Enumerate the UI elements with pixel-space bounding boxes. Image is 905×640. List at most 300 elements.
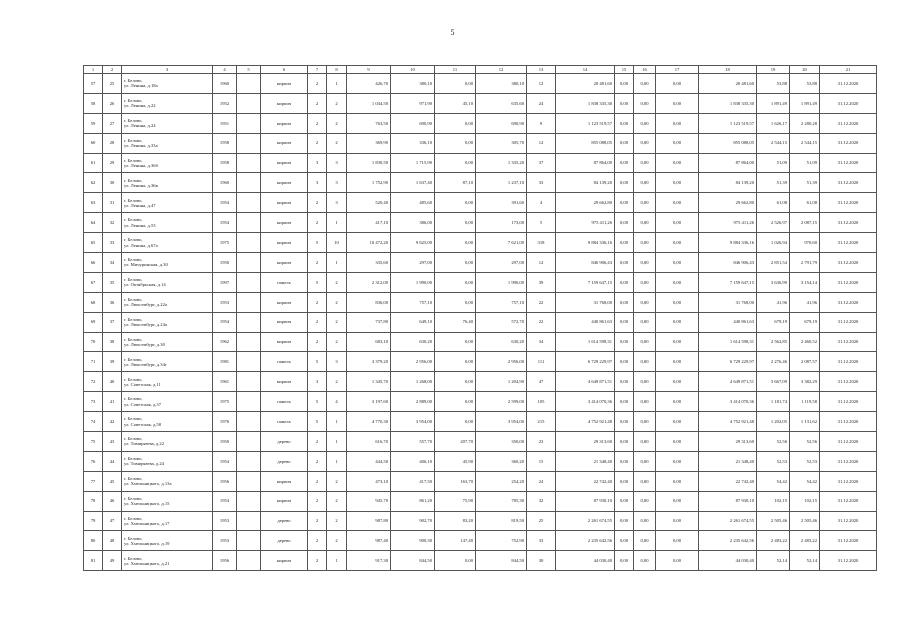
column-header-1: 1 xyxy=(84,66,103,74)
cell-c7: 2 xyxy=(308,491,327,511)
cell-c8: 3 xyxy=(327,352,347,372)
table-row xyxy=(84,213,877,233)
cell-c16: 0,00 xyxy=(634,531,656,551)
cell-c15: 0,00 xyxy=(615,511,634,531)
cell-c6: панель xyxy=(261,392,308,412)
cell-c2: 41 xyxy=(103,392,122,412)
cell-c15: 0,00 xyxy=(615,392,634,412)
cell-c6: кирпич xyxy=(261,173,308,193)
cell-c5 xyxy=(237,213,261,233)
cell-c17: 0,00 xyxy=(656,253,699,273)
column-header-8: 8 xyxy=(327,66,347,74)
cell-c20: 3 154,14 xyxy=(790,272,820,292)
cell-c13: 318 xyxy=(527,233,556,253)
cell-c20: 52,14 xyxy=(790,551,820,571)
address-street: ул. Мичуринская, д.30 xyxy=(124,262,168,268)
cell-c12: 2 599,00 xyxy=(476,392,527,412)
address-city: г. Белово, xyxy=(124,456,143,462)
cell-c7: 5 xyxy=(308,412,327,432)
cell-c15: 0,00 xyxy=(615,272,634,292)
cell-c21: 31.12.2020 xyxy=(820,392,877,412)
address-city: г. Белово, xyxy=(124,436,143,442)
cell-c7: 2 xyxy=(308,93,327,113)
cell-c8: 2 xyxy=(327,292,347,312)
cell-c21: 31.12.2020 xyxy=(820,74,877,94)
cell-c7: 2 xyxy=(308,133,327,153)
cell-c15: 0,00 xyxy=(615,74,634,94)
cell-c2: 30 xyxy=(103,173,122,193)
cell-c15: 0,00 xyxy=(615,372,634,392)
address-street: ул. Люксембург, д.30 xyxy=(124,342,165,348)
cell-c13: 32 xyxy=(527,491,556,511)
cell-c17: 0,00 xyxy=(656,193,699,213)
cell-c8: 3 xyxy=(327,153,347,173)
cell-c20: 2 483,22 xyxy=(790,531,820,551)
address-city: г. Белово, xyxy=(124,515,143,521)
cell-c2: 35 xyxy=(103,272,122,292)
cell-c15: 0,00 xyxy=(615,133,634,153)
cell-c20: 53,88 xyxy=(790,74,820,94)
cell-c14: 3 414 070,36 xyxy=(556,392,615,412)
cell-c20: 1 891,49 xyxy=(790,93,820,113)
cell-c7: 5 xyxy=(308,352,327,372)
address-street: ул. Ленина, д.22 xyxy=(124,103,156,109)
cell-c11: 163,70 xyxy=(435,471,476,491)
table-row xyxy=(84,253,877,273)
address-city: г. Белово, xyxy=(124,495,143,501)
column-header-15: 15 xyxy=(615,66,634,74)
cell-c6: панель xyxy=(261,352,308,372)
cell-c7: 5 xyxy=(308,233,327,253)
cell-c13: 33 xyxy=(527,531,556,551)
cell-c4: 1981 xyxy=(213,352,237,372)
cell-c4: 1975 xyxy=(213,233,237,253)
cell-c8: 2 xyxy=(327,93,347,113)
cell-c17: 0,00 xyxy=(656,213,699,233)
cell-c13: 23 xyxy=(527,432,556,452)
table-row xyxy=(84,133,877,153)
address-city: г. Белово, xyxy=(124,257,143,263)
address-street: ул. Ленина, д.36в xyxy=(124,182,158,188)
cell-c15: 0,00 xyxy=(615,332,634,352)
cell-c14: 2 235 642,56 xyxy=(556,531,615,551)
cell-c9: 369,90 xyxy=(347,133,391,153)
cell-c1: 74 xyxy=(84,412,103,432)
cell-c13: 47 xyxy=(527,372,556,392)
cell-c12: 297,00 xyxy=(476,253,527,273)
cell-c8: 2 xyxy=(327,272,347,292)
cell-c7: 2 xyxy=(308,213,327,233)
cell-c4: 1958 xyxy=(213,153,237,173)
address-city: г. Белово, xyxy=(124,316,143,322)
cell-c4: 1976 xyxy=(213,412,237,432)
cell-c9: 417,10 xyxy=(347,213,391,233)
cell-c14: 4 752 921,48 xyxy=(556,412,615,432)
cell-c5 xyxy=(237,471,261,491)
address-cell xyxy=(122,332,213,352)
cell-c1: 77 xyxy=(84,471,103,491)
cell-c18: 44 030,40 xyxy=(699,551,757,571)
table-row xyxy=(84,113,877,133)
cell-c2: 36 xyxy=(103,292,122,312)
cell-c9: 520,40 xyxy=(347,193,391,213)
table-row xyxy=(84,471,877,491)
address-cell xyxy=(122,253,213,273)
cell-c8: 2 xyxy=(327,133,347,153)
cell-c5 xyxy=(237,292,261,312)
cell-c17: 0,00 xyxy=(656,412,699,432)
cell-c19: 54,42 xyxy=(757,471,790,491)
address-street: ул. Хмельницкого, д.13а xyxy=(124,481,172,487)
cell-c6: кирпич xyxy=(261,153,308,173)
cell-c16: 0,00 xyxy=(634,74,656,94)
cell-c20: 61,08 xyxy=(790,193,820,213)
cell-c18: 29 313,60 xyxy=(699,432,757,452)
cell-c5 xyxy=(237,352,261,372)
cell-c18: 22 742,40 xyxy=(699,471,757,491)
cell-c12: 391,60 xyxy=(476,193,527,213)
cell-c10: 649,10 xyxy=(391,312,435,332)
cell-c11: 45,10 xyxy=(435,93,476,113)
cell-c11: 0,00 xyxy=(435,213,476,233)
cell-c19: 1 026,94 xyxy=(757,233,790,253)
cell-c17: 0,00 xyxy=(656,531,699,551)
cell-c17: 0,00 xyxy=(656,332,699,352)
cell-c18: 975 411,26 xyxy=(699,213,757,233)
cell-c10: 1 715,90 xyxy=(391,153,435,173)
cell-c17: 0,00 xyxy=(656,173,699,193)
address-cell xyxy=(122,233,213,253)
address-cell xyxy=(122,412,213,432)
cell-c4: 1951 xyxy=(213,113,237,133)
column-header-5: 5 xyxy=(237,66,261,74)
cell-c6: дерево xyxy=(261,432,308,452)
cell-c1: 81 xyxy=(84,551,103,571)
cell-c21: 31.12.2020 xyxy=(820,372,877,392)
cell-c20: 52,53 xyxy=(790,451,820,471)
cell-c10: 971,90 xyxy=(391,93,435,113)
cell-c16: 0,00 xyxy=(634,551,656,571)
cell-c7: 2 xyxy=(308,113,327,133)
cell-c11: 0,00 xyxy=(435,113,476,133)
cell-c4: 1953 xyxy=(213,292,237,312)
cell-c9: 836,00 xyxy=(347,292,391,312)
cell-c20: 41,96 xyxy=(790,292,820,312)
cell-c21: 31.12.2020 xyxy=(820,253,877,273)
cell-c15: 0,00 xyxy=(615,412,634,432)
cell-c8: 10 xyxy=(327,233,347,253)
address-street: ул. Ленина, д.36б xyxy=(124,163,158,168)
cell-c5 xyxy=(237,451,261,471)
cell-c21: 31.12.2020 xyxy=(820,332,877,352)
cell-c14: 4 649 871,51 xyxy=(556,372,615,392)
cell-c13: 12 xyxy=(527,253,556,273)
cell-c8: 2 xyxy=(327,312,347,332)
cell-c12: 3 954,00 xyxy=(476,412,527,432)
table-row xyxy=(84,511,877,531)
address-cell xyxy=(122,74,213,94)
cell-c1: 70 xyxy=(84,332,103,352)
address-cell xyxy=(122,93,213,113)
table-row xyxy=(84,74,877,94)
cell-c2: 42 xyxy=(103,412,122,432)
cell-c4: 1960 xyxy=(213,74,237,94)
cell-c16: 0,00 xyxy=(634,272,656,292)
cell-c5 xyxy=(237,392,261,412)
cell-c20: 2 087,15 xyxy=(790,213,820,233)
table-row xyxy=(84,272,877,292)
address-street: ул. Советская, д.37 xyxy=(124,401,162,407)
address-street: ул. Люксембург, д.22а xyxy=(124,302,167,308)
column-header-6: 6 xyxy=(261,66,308,74)
cell-c7: 2 xyxy=(308,193,327,213)
cell-c12: 572,70 xyxy=(476,312,527,332)
cell-c9: 335,60 xyxy=(347,253,391,273)
column-header-11: 11 xyxy=(435,66,476,74)
cell-c8: 1 xyxy=(327,451,347,471)
cell-c14: 31 768,00 xyxy=(556,292,615,312)
cell-c4: 1954 xyxy=(213,213,237,233)
cell-c9: 1 830,50 xyxy=(347,153,391,173)
cell-c14: 1 838 335,30 xyxy=(556,93,615,113)
column-header-20: 20 xyxy=(790,66,820,74)
cell-c5 xyxy=(237,74,261,94)
table-row xyxy=(84,332,877,352)
cell-c13: 12 xyxy=(527,74,556,94)
cell-c12: 254,20 xyxy=(476,471,527,491)
cell-c14: 855 088,05 xyxy=(556,133,615,153)
cell-c4: 1954 xyxy=(213,491,237,511)
address-street: ул. Хмельницкого, д.17 xyxy=(124,521,170,527)
cell-c1: 69 xyxy=(84,312,103,332)
cell-c8: 1 xyxy=(327,74,347,94)
cell-c20: 970,60 xyxy=(790,233,820,253)
cell-c8: 2 xyxy=(327,531,347,551)
column-header-4: 4 xyxy=(213,66,237,74)
cell-c9: 1 752,90 xyxy=(347,173,391,193)
cell-c4: 1954 xyxy=(213,193,237,213)
cell-c19: 41,96 xyxy=(757,292,790,312)
cell-c18: 4 752 921,48 xyxy=(699,412,757,432)
cell-c16: 0,00 xyxy=(634,312,656,332)
table-row xyxy=(84,551,877,571)
cell-c21: 31.12.2020 xyxy=(820,352,877,372)
cell-c6: кирпич xyxy=(261,74,308,94)
address-street: ул. Люксембург, д.34г xyxy=(124,361,167,367)
cell-c18: 2 261 674,55 xyxy=(699,511,757,531)
cell-c19: 1 202,05 xyxy=(757,412,790,432)
cell-c17: 0,00 xyxy=(656,113,699,133)
table-row xyxy=(84,352,877,372)
cell-c19: 52,53 xyxy=(757,451,790,471)
cell-c10: 297,00 xyxy=(391,253,435,273)
cell-c11: 0,00 xyxy=(435,332,476,352)
cell-c7: 2 xyxy=(308,551,327,571)
address-street: ул. Хмельницкого, д.19 xyxy=(124,540,170,546)
cell-c7: 2 xyxy=(308,292,327,312)
address-street: ул. Ленина, д.67а xyxy=(124,242,158,248)
cell-c13: 9 xyxy=(527,113,556,133)
cell-c9: 426,70 xyxy=(347,74,391,94)
cell-c14: 1 614 598,31 xyxy=(556,332,615,352)
cell-c2: 40 xyxy=(103,372,122,392)
table-row xyxy=(84,412,877,432)
cell-c9: 10 472,20 xyxy=(347,233,391,253)
cell-c11: 0,00 xyxy=(435,272,476,292)
cell-c6: кирпич xyxy=(261,292,308,312)
cell-c2: 28 xyxy=(103,133,122,153)
cell-c2: 29 xyxy=(103,153,122,173)
cell-c1: 75 xyxy=(84,432,103,452)
cell-c12: 690,90 xyxy=(476,113,527,133)
cell-c10: 900,30 xyxy=(391,531,435,551)
cell-c5 xyxy=(237,491,261,511)
cell-c16: 0,00 xyxy=(634,253,656,273)
cell-c4: 1952 xyxy=(213,93,237,113)
cell-c20: 3 382,29 xyxy=(790,372,820,392)
table-row xyxy=(84,372,877,392)
cell-c2: 39 xyxy=(103,352,122,372)
cell-c14: 7 159 647,15 xyxy=(556,272,615,292)
cell-c6: панель xyxy=(261,272,308,292)
cell-c9: 1 345,70 xyxy=(347,372,391,392)
cell-c19: 51,39 xyxy=(757,173,790,193)
cell-c21: 31.12.2020 xyxy=(820,213,877,233)
cell-c21: 31.12.2020 xyxy=(820,551,877,571)
cell-c6: кирпич xyxy=(261,233,308,253)
cell-c14: 440 861,63 xyxy=(556,312,615,332)
address-city: г. Белово, xyxy=(124,535,143,541)
cell-c14: 84 139,20 xyxy=(556,173,615,193)
housing-register-table xyxy=(83,65,877,571)
cell-c10: 690,90 xyxy=(391,113,435,133)
cell-c10: 1 637,40 xyxy=(391,173,435,193)
cell-c17: 0,00 xyxy=(656,272,699,292)
cell-c20: 51,09 xyxy=(790,153,820,173)
cell-c6: кирпич xyxy=(261,253,308,273)
address-street: ул. Ленина, д.33а xyxy=(124,143,158,149)
cell-c1: 72 xyxy=(84,372,103,392)
cell-c1: 66 xyxy=(84,253,103,273)
cell-c5 xyxy=(237,153,261,173)
cell-c16: 0,00 xyxy=(634,193,656,213)
cell-c6: кирпич xyxy=(261,551,308,571)
cell-c16: 0,00 xyxy=(634,372,656,392)
cell-c9: 987,40 xyxy=(347,531,391,551)
cell-c13: 5 xyxy=(527,213,556,233)
address-city: г. Белово, xyxy=(124,177,143,183)
cell-c6: кирпич xyxy=(261,93,308,113)
cell-c15: 0,00 xyxy=(615,93,634,113)
address-city: г. Белово, xyxy=(124,277,143,283)
cell-c1: 78 xyxy=(84,491,103,511)
cell-c9: 1 044,50 xyxy=(347,93,391,113)
cell-c11: 0,00 xyxy=(435,551,476,571)
cell-c13: 25 xyxy=(527,511,556,531)
cell-c21: 31.12.2020 xyxy=(820,312,877,332)
cell-c18: 855 088,05 xyxy=(699,133,757,153)
cell-c8: 1 xyxy=(327,432,347,452)
cell-c18: 6 729 229,97 xyxy=(699,352,757,372)
cell-c14: 87 864,00 xyxy=(556,153,615,173)
cell-c6: дерево xyxy=(261,451,308,471)
address-city: г. Белово, xyxy=(124,476,143,482)
cell-c1: 65 xyxy=(84,233,103,253)
cell-c19: 2 276,46 xyxy=(757,352,790,372)
cell-c2: 43 xyxy=(103,432,122,452)
cell-c12: 1 335,20 xyxy=(476,153,527,173)
cell-c13: 24 xyxy=(527,471,556,491)
cell-c17: 0,00 xyxy=(656,153,699,173)
cell-c16: 0,00 xyxy=(634,153,656,173)
cell-c18: 4 649 871,51 xyxy=(699,372,757,392)
cell-c15: 0,00 xyxy=(615,233,634,253)
cell-c2: 33 xyxy=(103,233,122,253)
address-street: ул. Тимирязева, д.22 xyxy=(124,441,164,447)
cell-c19: 1 181,74 xyxy=(757,392,790,412)
address-city: г. Белово, xyxy=(124,217,143,223)
cell-c18: 1 123 519,57 xyxy=(699,113,757,133)
cell-c20: 679,19 xyxy=(790,312,820,332)
cell-c19: 51,09 xyxy=(757,153,790,173)
cell-c21: 31.12.2020 xyxy=(820,93,877,113)
cell-c21: 31.12.2020 xyxy=(820,113,877,133)
cell-c5 xyxy=(237,253,261,273)
cell-c12: 785,30 xyxy=(476,491,527,511)
cell-c16: 0,00 xyxy=(634,451,656,471)
cell-c19: 1 891,49 xyxy=(757,93,790,113)
column-header-21: 21 xyxy=(820,66,877,74)
cell-c20: 52,56 xyxy=(790,432,820,452)
cell-c2: 34 xyxy=(103,253,122,273)
address-street: ул. Тимирязева, д.24 xyxy=(124,461,164,467)
cell-c13: 111 xyxy=(527,352,556,372)
cell-c5 xyxy=(237,133,261,153)
column-header-13: 13 xyxy=(527,66,556,74)
cell-c9: 917,30 xyxy=(347,551,391,571)
cell-c4: 1954 xyxy=(213,451,237,471)
cell-c8: 2 xyxy=(327,113,347,133)
cell-c16: 0,00 xyxy=(634,412,656,432)
cell-c6: кирпич xyxy=(261,113,308,133)
cell-c7: 2 xyxy=(308,511,327,531)
cell-c20: 2 544,15 xyxy=(790,133,820,153)
cell-c10: 861,20 xyxy=(391,491,435,511)
cell-c2: 48 xyxy=(103,531,122,551)
cell-c7: 2 xyxy=(308,253,327,273)
cell-c16: 0,00 xyxy=(634,93,656,113)
address-cell xyxy=(122,372,213,392)
cell-c18: 9 884 336,16 xyxy=(699,233,757,253)
cell-c14: 6 729 229,97 xyxy=(556,352,615,372)
cell-c8: 3 xyxy=(327,193,347,213)
cell-c7: 5 xyxy=(308,272,327,292)
cell-c15: 0,00 xyxy=(615,471,634,491)
address-cell xyxy=(122,551,213,571)
cell-c10: 2 889,00 xyxy=(391,392,435,412)
cell-c16: 0,00 xyxy=(634,352,656,372)
cell-c15: 0,00 xyxy=(615,432,634,452)
address-cell xyxy=(122,491,213,511)
cell-c19: 2 562,85 xyxy=(757,332,790,352)
cell-c11: 0,00 xyxy=(435,74,476,94)
address-city: г. Белово, xyxy=(124,237,143,243)
cell-c12: 305,70 xyxy=(476,133,527,153)
address-street: ул. Ленина, д.24 xyxy=(124,123,156,129)
cell-c7: 2 xyxy=(308,74,327,94)
cell-c16: 0,00 xyxy=(634,113,656,133)
cell-c17: 0,00 xyxy=(656,352,699,372)
